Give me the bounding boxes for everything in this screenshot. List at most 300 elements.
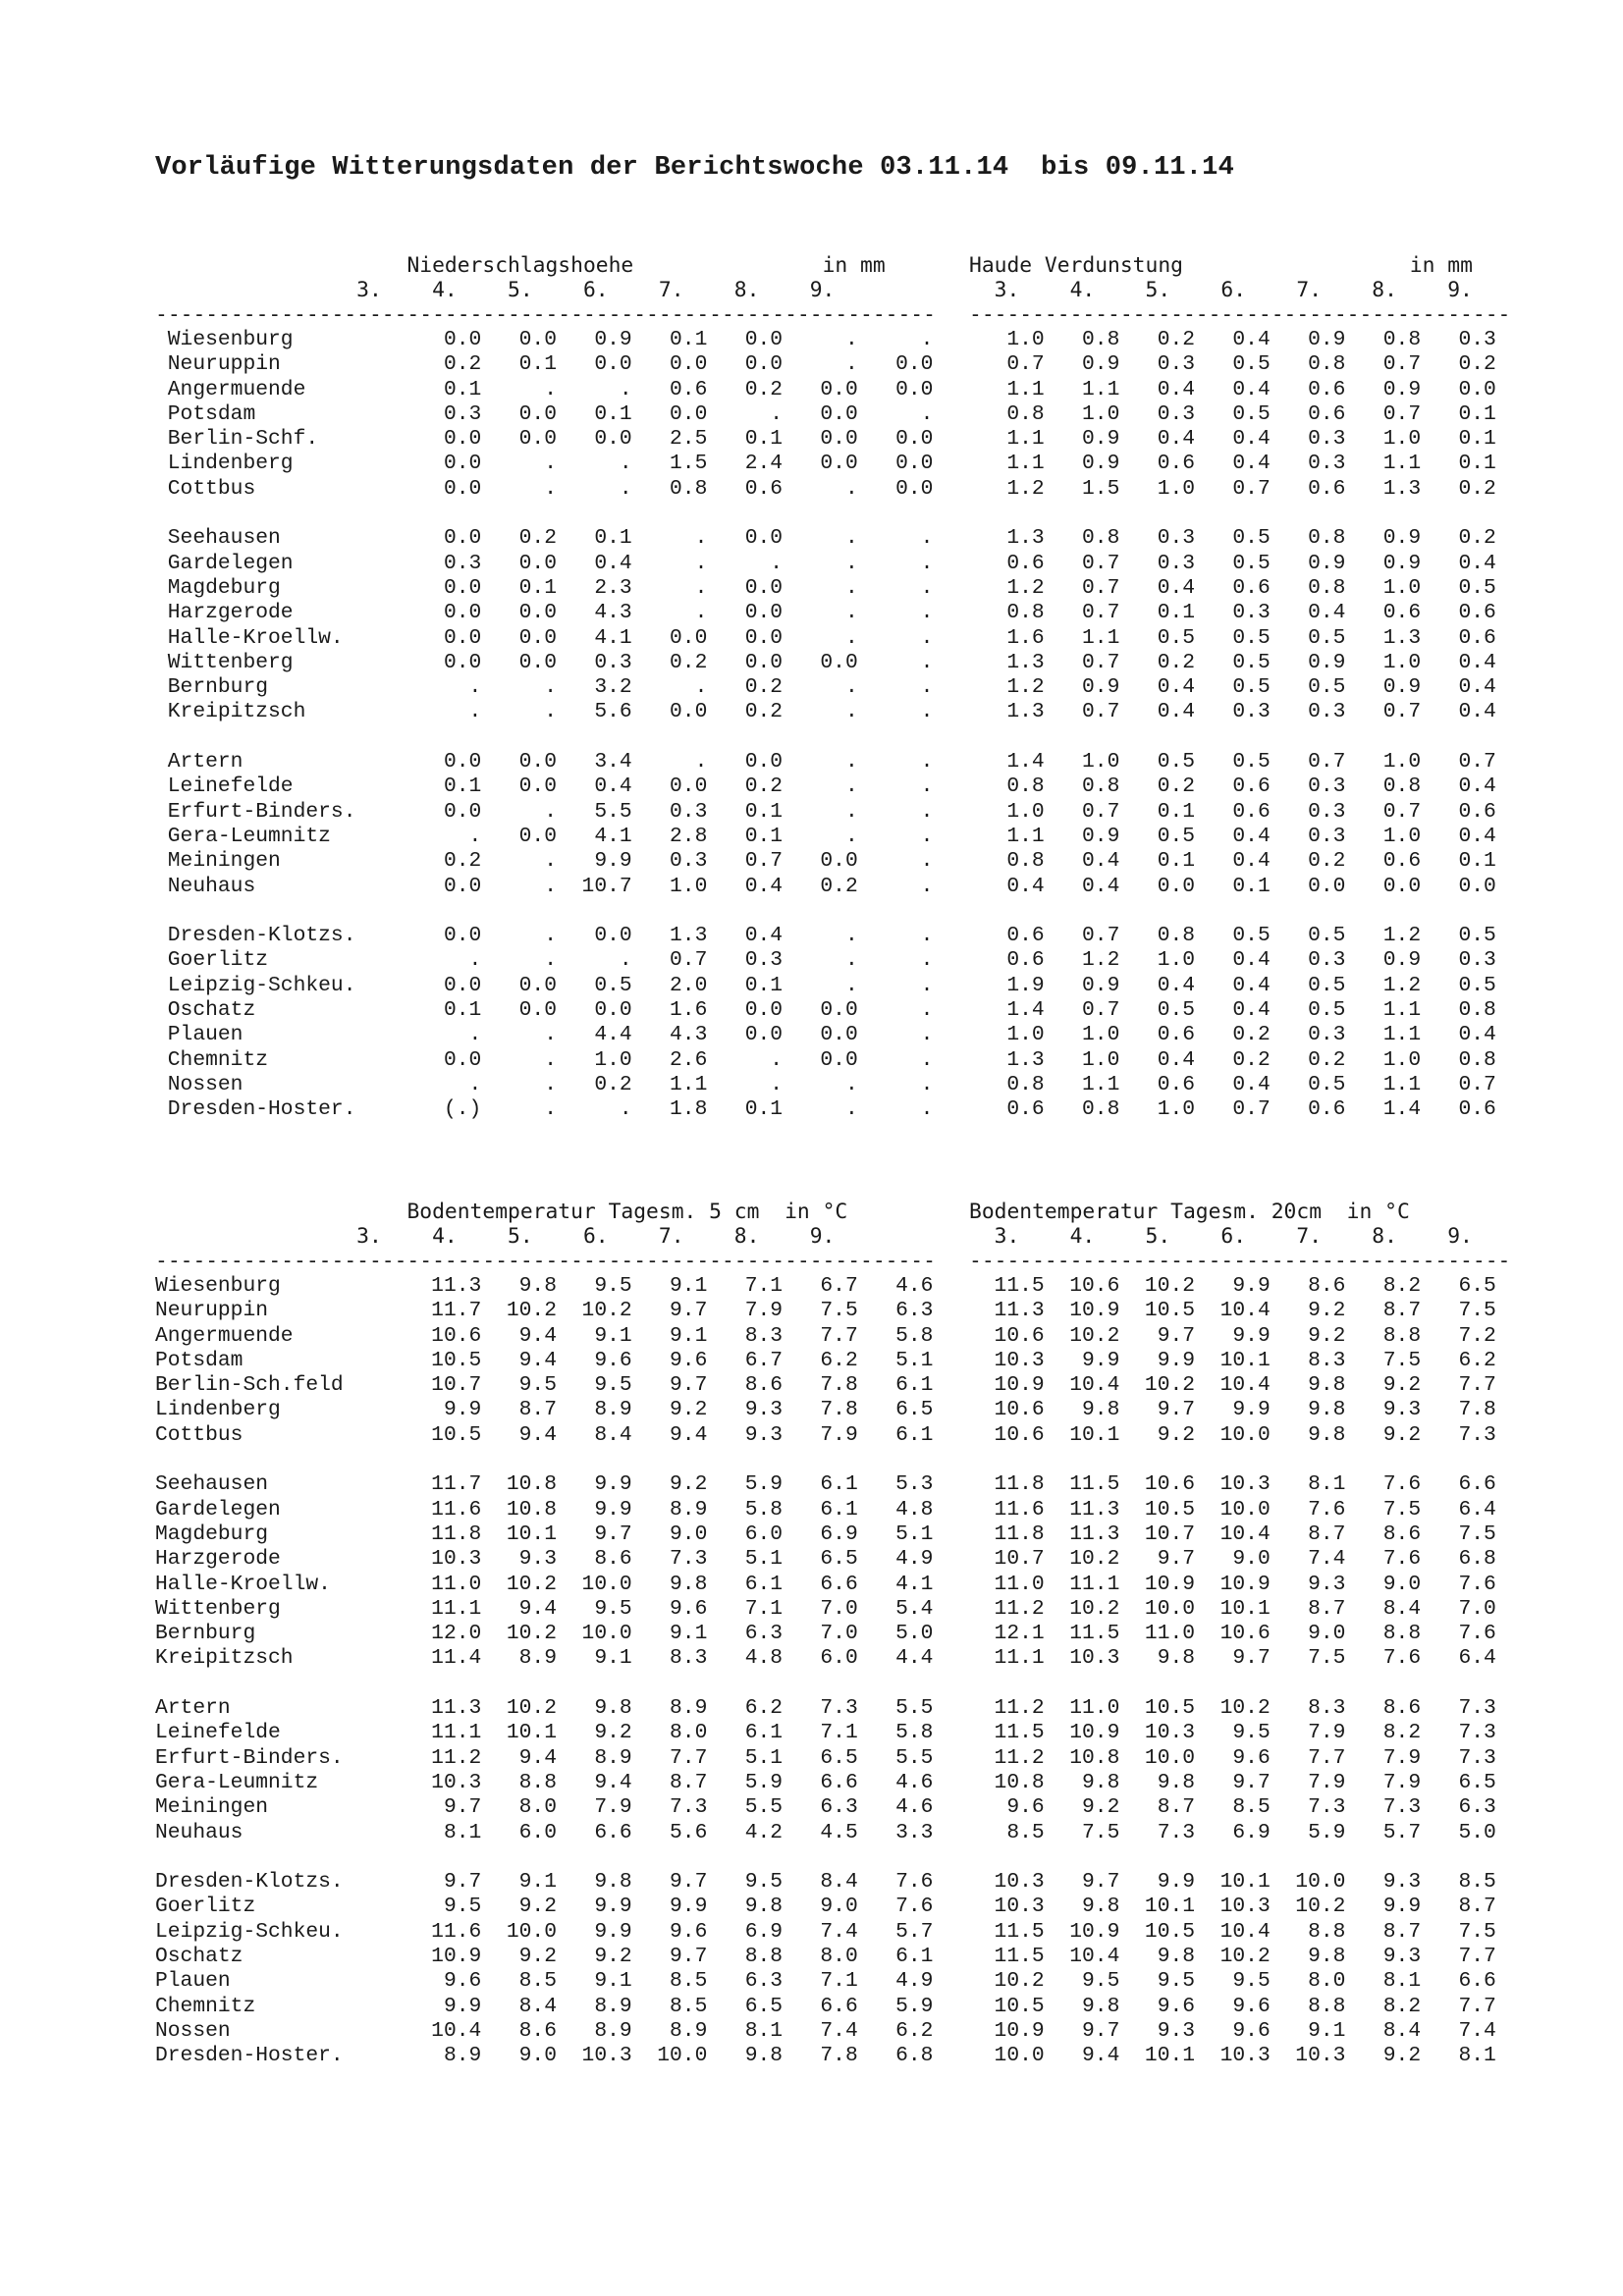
- table-row: [155, 2044, 933, 2068]
- value-cell: 0.4: [1421, 650, 1496, 674]
- value-cell: 7.9: [783, 1422, 858, 1447]
- value-cell: 0.4: [1195, 849, 1271, 874]
- station-name: Leinefelde: [155, 774, 406, 799]
- value-cell: 1.6: [631, 998, 708, 1023]
- table-row: [969, 1547, 1496, 1572]
- value-cell: 0.4: [1044, 874, 1120, 898]
- value-cell: 1.0: [556, 1047, 632, 1072]
- value-cell: 0.5: [1270, 1072, 1346, 1096]
- value-cell: .: [556, 1097, 632, 1122]
- value-cell: .: [406, 824, 482, 848]
- table-row: [969, 1696, 1496, 1721]
- value-cell: 0.4: [1421, 824, 1496, 848]
- station-name: Dresden-Hoster.: [155, 1097, 406, 1122]
- value-cell: 10.4: [1195, 1299, 1271, 1323]
- value-cell: .: [783, 924, 858, 948]
- value-cell: .: [857, 675, 934, 700]
- table-row: [969, 552, 1496, 576]
- value-cell: 9.8: [481, 1274, 557, 1298]
- value-cell: 7.3: [1421, 1721, 1496, 1745]
- value-cell: 8.8: [481, 1770, 557, 1794]
- table-row: [155, 800, 933, 825]
- value-cell: .: [857, 601, 934, 625]
- value-cell: 6.6: [1421, 1969, 1496, 1994]
- column-group-title: Bodentemperatur Tagesm. 20cm: [969, 1200, 1323, 1224]
- value-cell: 0.7: [1195, 476, 1271, 501]
- table-row: [155, 378, 933, 402]
- value-cell: 0.4: [1119, 1047, 1196, 1072]
- value-cell: 5.9: [1270, 1820, 1346, 1844]
- value-cell: 0.1: [1421, 427, 1496, 452]
- table-row: [155, 1646, 933, 1671]
- value-cell: 8.2: [1345, 1994, 1422, 2018]
- value-cell: 4.3: [556, 601, 632, 625]
- value-cell: .: [783, 526, 858, 551]
- value-cell: 0.3: [1270, 1023, 1346, 1047]
- station-name: Gera-Leumnitz: [155, 1770, 406, 1794]
- value-cell: 10.7: [556, 874, 632, 898]
- value-cell: 0.0: [631, 625, 708, 650]
- value-cell: 8.0: [783, 1945, 858, 1969]
- value-cell: 0.6: [1421, 799, 1496, 824]
- value-cell: 0.0: [707, 625, 784, 650]
- value-cell: 9.6: [406, 1969, 482, 1994]
- value-cell: 10.9: [969, 1373, 1045, 1398]
- value-cell: 0.5: [1195, 352, 1271, 377]
- value-cell: 9.9: [556, 1919, 632, 1944]
- value-cell: 0.2: [783, 874, 858, 898]
- value-cell: 6.1: [707, 1721, 784, 1745]
- column-group-title: Niederschlagshoehe: [406, 253, 634, 278]
- table-row: [155, 1274, 933, 1299]
- value-cell: 10.3: [969, 1895, 1045, 1919]
- table-row: [969, 1373, 1496, 1398]
- value-cell: 9.5: [481, 1373, 557, 1398]
- value-cell: .: [556, 948, 632, 973]
- value-cell: 6.4: [1421, 1646, 1496, 1671]
- value-cell: .: [556, 377, 632, 401]
- value-cell: 11.0: [969, 1572, 1045, 1596]
- value-cell: 0.5: [1270, 998, 1346, 1023]
- value-cell: 3.2: [556, 675, 632, 700]
- value-cell: 0.4: [1421, 551, 1496, 575]
- value-cell: 8.6: [1345, 1696, 1422, 1721]
- value-cell: 0.5: [1421, 924, 1496, 948]
- table-row: [155, 1097, 933, 1122]
- value-cell: 7.7: [1270, 1745, 1346, 1770]
- value-cell: 0.0: [481, 973, 557, 997]
- value-cell: 0.0: [707, 998, 784, 1023]
- value-cell: 8.0: [1270, 1969, 1346, 1994]
- value-cell: 10.3: [1195, 1895, 1271, 1919]
- table-row: [155, 1746, 933, 1771]
- value-cell: 0.7: [1044, 650, 1120, 674]
- value-cell: .: [481, 874, 557, 898]
- value-cell: 0.0: [857, 452, 934, 476]
- value-cell: 11.1: [969, 1646, 1045, 1671]
- value-cell: 5.6: [631, 1820, 708, 1844]
- table-row: [155, 825, 933, 849]
- station-name: Berlin-Sch.feld: [155, 1373, 406, 1398]
- value-cell: 0.6: [1345, 601, 1422, 625]
- value-cell: 7.6: [1345, 1646, 1422, 1671]
- value-cell: 7.3: [1119, 1820, 1196, 1844]
- value-cell: 10.8: [481, 1472, 557, 1497]
- value-cell: .: [481, 849, 557, 874]
- value-cell: 0.9: [1345, 526, 1422, 551]
- value-cell: 7.3: [1270, 1795, 1346, 1820]
- value-cell: 0.5: [1195, 750, 1271, 774]
- value-cell: 1.0: [1345, 427, 1422, 452]
- value-cell: 0.0: [406, 601, 482, 625]
- value-cell: 9.8: [1119, 1945, 1196, 1969]
- table-row: [969, 1299, 1496, 1323]
- value-cell: 11.1: [1044, 1572, 1120, 1596]
- value-cell: 0.4: [1195, 973, 1271, 997]
- value-cell: 0.1: [1119, 799, 1196, 824]
- value-cell: .: [481, 452, 557, 476]
- value-cell: .: [857, 948, 934, 973]
- value-cell: 9.1: [631, 1274, 708, 1298]
- value-cell: 0.1: [1119, 849, 1196, 874]
- value-cell: 0.3: [1270, 824, 1346, 848]
- table-row: [969, 427, 1496, 452]
- value-cell: 1.1: [1345, 452, 1422, 476]
- table-row: [155, 1023, 933, 1047]
- value-cell: 7.6: [1421, 1572, 1496, 1596]
- value-cell: 6.1: [857, 1945, 934, 1969]
- table-row: [969, 800, 1496, 825]
- value-cell: 9.4: [631, 1422, 708, 1447]
- value-cell: .: [481, 377, 557, 401]
- value-cell: 0.2: [481, 526, 557, 551]
- value-cell: 11.1: [406, 1721, 482, 1745]
- value-cell: 10.4: [1044, 1373, 1120, 1398]
- value-cell: 0.3: [406, 401, 482, 426]
- value-cell: 0.4: [1195, 377, 1271, 401]
- value-cell: 0.3: [1270, 700, 1346, 724]
- value-cell: 0.2: [707, 700, 784, 724]
- value-cell: 1.1: [1345, 998, 1422, 1023]
- value-cell: 0.0: [406, 650, 482, 674]
- value-cell: 9.0: [481, 2044, 557, 2068]
- value-cell: 0.9: [1044, 427, 1120, 452]
- value-cell: 9.3: [1119, 2018, 1196, 2043]
- table-row: [155, 626, 933, 651]
- value-cell: 6.3: [783, 1795, 858, 1820]
- value-cell: .: [857, 824, 934, 848]
- value-cell: 0.7: [1421, 1072, 1496, 1096]
- value-cell: 4.9: [857, 1547, 934, 1572]
- value-cell: 0.6: [1270, 476, 1346, 501]
- value-cell: 11.4: [406, 1646, 482, 1671]
- value-cell: 8.4: [1345, 2018, 1422, 2043]
- value-cell: 1.1: [969, 452, 1045, 476]
- station-name: Harzgerode: [155, 601, 406, 625]
- value-cell: 9.8: [1270, 1398, 1346, 1422]
- value-cell: .: [857, 551, 934, 575]
- station-name: Oschatz: [155, 998, 406, 1023]
- value-cell: 6.6: [783, 1572, 858, 1596]
- value-cell: 10.1: [1119, 2044, 1196, 2068]
- value-cell: .: [857, 874, 934, 898]
- value-cell: 9.8: [1044, 1895, 1120, 1919]
- value-cell: 9.7: [556, 1522, 632, 1546]
- value-cell: 9.9: [631, 1895, 708, 1919]
- station-name: Harzgerode: [155, 1547, 406, 1572]
- value-cell: .: [631, 601, 708, 625]
- value-cell: 0.6: [1421, 601, 1496, 625]
- value-cell: 0.2: [1270, 849, 1346, 874]
- value-cell: 9.5: [1195, 1721, 1271, 1745]
- value-cell: 9.7: [1195, 1770, 1271, 1794]
- value-cell: .: [857, 650, 934, 674]
- table-row: [969, 1795, 1496, 1820]
- value-cell: 2.5: [631, 427, 708, 452]
- value-cell: .: [783, 625, 858, 650]
- value-cell: 11.2: [969, 1696, 1045, 1721]
- station-name: Plauen: [155, 1023, 406, 1047]
- value-cell: 6.6: [783, 1770, 858, 1794]
- value-cell: 5.8: [857, 1323, 934, 1348]
- table-row: [155, 1522, 933, 1547]
- value-cell: 5.1: [707, 1745, 784, 1770]
- value-cell: 2.6: [631, 1047, 708, 1072]
- value-cell: .: [857, 799, 934, 824]
- value-cell: .: [857, 1023, 934, 1047]
- value-cell: 0.8: [1119, 924, 1196, 948]
- value-cell: 0.0: [857, 352, 934, 377]
- station-name: Kreipitzsch: [155, 700, 406, 724]
- value-cell: 10.5: [969, 1994, 1045, 2018]
- value-cell: 11.7: [406, 1472, 482, 1497]
- station-name: Leipzig-Schkeu.: [155, 1919, 406, 1944]
- value-cell: 11.0: [1119, 1622, 1196, 1646]
- value-cell: 7.5: [1044, 1820, 1120, 1844]
- table-row: [969, 2019, 1496, 2044]
- value-cell: 0.0: [406, 973, 482, 997]
- value-cell: 0.4: [1119, 700, 1196, 724]
- value-cell: 5.9: [707, 1472, 784, 1497]
- value-cell: 1.8: [631, 1097, 708, 1122]
- value-cell: 11.6: [406, 1497, 482, 1522]
- table-row: [969, 1870, 1496, 1895]
- table-row: [969, 1498, 1496, 1522]
- value-cell: 9.8: [1270, 1422, 1346, 1447]
- value-cell: 10.1: [1195, 1870, 1271, 1895]
- value-cell: 0.0: [556, 352, 632, 377]
- table-row: [969, 974, 1496, 998]
- station-name: Erfurt-Binders.: [155, 799, 406, 824]
- value-cell: 0.0: [481, 650, 557, 674]
- table-row: [155, 700, 933, 724]
- value-cell: 0.9: [1044, 675, 1120, 700]
- value-cell: 8.6: [1270, 1274, 1346, 1298]
- value-cell: 0.8: [1421, 998, 1496, 1023]
- value-cell: 0.7: [1345, 700, 1422, 724]
- value-cell: .: [783, 575, 858, 600]
- value-cell: 0.2: [1421, 526, 1496, 551]
- value-cell: 0.2: [707, 675, 784, 700]
- value-cell: 9.7: [406, 1870, 482, 1895]
- value-cell: 9.7: [406, 1795, 482, 1820]
- value-cell: 5.8: [707, 1497, 784, 1522]
- value-cell: 9.9: [1345, 1895, 1422, 1919]
- value-cell: 9.9: [1119, 1870, 1196, 1895]
- value-cell: 9.0: [1195, 1547, 1271, 1572]
- table-row: [969, 402, 1496, 427]
- value-cell: 12.1: [969, 1622, 1045, 1646]
- value-cell: 0.0: [481, 401, 557, 426]
- value-cell: 1.1: [969, 377, 1045, 401]
- column-group-title: Haude Verdunstung: [969, 253, 1183, 278]
- value-cell: 10.6: [1195, 1622, 1271, 1646]
- station-name: Wittenberg: [155, 650, 406, 674]
- value-cell: 9.8: [1044, 1398, 1120, 1422]
- value-cell: 8.6: [707, 1373, 784, 1398]
- value-cell: 10.2: [1270, 1895, 1346, 1919]
- value-cell: 6.9: [1195, 1820, 1271, 1844]
- value-cell: 6.5: [1421, 1770, 1496, 1794]
- value-cell: 0.8: [1044, 774, 1120, 799]
- value-cell: 0.8: [1044, 328, 1120, 351]
- value-cell: 0.6: [1119, 452, 1196, 476]
- value-cell: 10.0: [1195, 1497, 1271, 1522]
- value-cell: 9.7: [1119, 1398, 1196, 1422]
- value-cell: 0.9: [1044, 824, 1120, 848]
- value-cell: 0.0: [707, 575, 784, 600]
- table-row: [155, 1324, 933, 1349]
- value-cell: 0.2: [707, 774, 784, 799]
- table-row: [969, 875, 1496, 899]
- table-row: [969, 328, 1496, 352]
- table-row: [969, 1349, 1496, 1373]
- value-cell: .: [481, 1097, 557, 1122]
- value-cell: 0.3: [1270, 774, 1346, 799]
- value-cell: 8.7: [1345, 1299, 1422, 1323]
- table-row: [969, 1622, 1496, 1646]
- value-cell: 1.2: [969, 476, 1045, 501]
- value-cell: 11.6: [406, 1919, 482, 1944]
- value-cell: 1.0: [1119, 948, 1196, 973]
- value-cell: 5.4: [857, 1596, 934, 1621]
- value-cell: 0.6: [1270, 1097, 1346, 1122]
- value-cell: 11.2: [406, 1745, 482, 1770]
- value-cell: 9.8: [556, 1696, 632, 1721]
- station-name: Plauen: [155, 1969, 406, 1994]
- station-name: Neuruppin: [155, 1299, 406, 1323]
- unit-label: in mm: [822, 253, 886, 278]
- value-cell: 0.0: [406, 427, 482, 452]
- value-cell: 6.5: [857, 1398, 934, 1422]
- value-cell: 6.2: [783, 1348, 858, 1372]
- value-cell: 10.4: [1044, 1945, 1120, 1969]
- value-cell: .: [783, 601, 858, 625]
- value-cell: .: [783, 948, 858, 973]
- value-cell: .: [556, 476, 632, 501]
- value-cell: 8.1: [1270, 1472, 1346, 1497]
- value-cell: 0.0: [857, 476, 934, 501]
- value-cell: 8.5: [969, 1820, 1045, 1844]
- value-cell: 9.4: [481, 1323, 557, 1348]
- value-cell: .: [406, 700, 482, 724]
- value-cell: 1.0: [1044, 1047, 1120, 1072]
- value-cell: 7.8: [783, 2044, 858, 2068]
- value-cell: 8.7: [481, 1398, 557, 1422]
- value-cell: 0.7: [1195, 1097, 1271, 1122]
- value-cell: 10.6: [406, 1323, 482, 1348]
- value-cell: 4.8: [707, 1646, 784, 1671]
- value-cell: 0.5: [1119, 750, 1196, 774]
- value-cell: 0.0: [783, 427, 858, 452]
- value-cell: 10.0: [1195, 1422, 1271, 1447]
- table-row: [155, 1945, 933, 1969]
- station-name: Magdeburg: [155, 1522, 406, 1546]
- value-cell: 0.9: [1270, 551, 1346, 575]
- value-cell: 0.2: [1421, 476, 1496, 501]
- value-cell: .: [857, 774, 934, 799]
- value-cell: 8.4: [556, 1422, 632, 1447]
- value-cell: 0.3: [1270, 948, 1346, 973]
- value-cell: 0.5: [1195, 401, 1271, 426]
- value-cell: 8.9: [631, 2018, 708, 2043]
- value-cell: 0.1: [631, 328, 708, 351]
- table-row: [155, 402, 933, 427]
- value-cell: 0.8: [969, 1072, 1045, 1096]
- value-cell: 0.3: [1270, 799, 1346, 824]
- value-cell: 0.6: [1195, 799, 1271, 824]
- value-cell: 0.8: [969, 849, 1045, 874]
- value-cell: 7.5: [1421, 1299, 1496, 1323]
- value-cell: 9.7: [1195, 1646, 1271, 1671]
- value-cell: 9.4: [481, 1745, 557, 1770]
- table-row: [155, 1373, 933, 1398]
- table-row: [969, 1721, 1496, 1745]
- unit-label: in °C: [1346, 1200, 1410, 1224]
- value-cell: 0.9: [1044, 352, 1120, 377]
- table-row: [155, 1472, 933, 1497]
- table-row: [155, 1073, 933, 1097]
- value-cell: 9.7: [631, 1945, 708, 1969]
- value-cell: 1.0: [969, 799, 1045, 824]
- station-name: Magdeburg: [155, 575, 406, 600]
- value-cell: 7.6: [1345, 1547, 1422, 1572]
- value-cell: 5.7: [1345, 1820, 1422, 1844]
- value-cell: 8.5: [631, 1994, 708, 2018]
- table-row: [969, 1920, 1496, 1945]
- value-cell: 5.1: [857, 1522, 934, 1546]
- value-cell: 10.9: [1044, 1299, 1120, 1323]
- value-cell: .: [707, 401, 784, 426]
- value-cell: 9.9: [1195, 1398, 1271, 1422]
- value-cell: 9.3: [707, 1422, 784, 1447]
- value-cell: 9.5: [556, 1274, 632, 1298]
- value-cell: 7.6: [1270, 1497, 1346, 1522]
- value-cell: 7.4: [1270, 1547, 1346, 1572]
- value-cell: .: [631, 750, 708, 774]
- table-row: [155, 651, 933, 675]
- value-cell: 1.0: [1345, 824, 1422, 848]
- value-cell: 1.0: [1119, 476, 1196, 501]
- table-row: [155, 1597, 933, 1622]
- table-row: [969, 700, 1496, 724]
- precipitation-rule: --------------------------------------------------------------: [155, 302, 936, 327]
- station-name: Lindenberg: [155, 452, 406, 476]
- value-cell: 7.5: [1270, 1646, 1346, 1671]
- value-cell: 0.0: [631, 700, 708, 724]
- value-cell: 0.1: [556, 401, 632, 426]
- value-cell: 7.9: [1345, 1745, 1422, 1770]
